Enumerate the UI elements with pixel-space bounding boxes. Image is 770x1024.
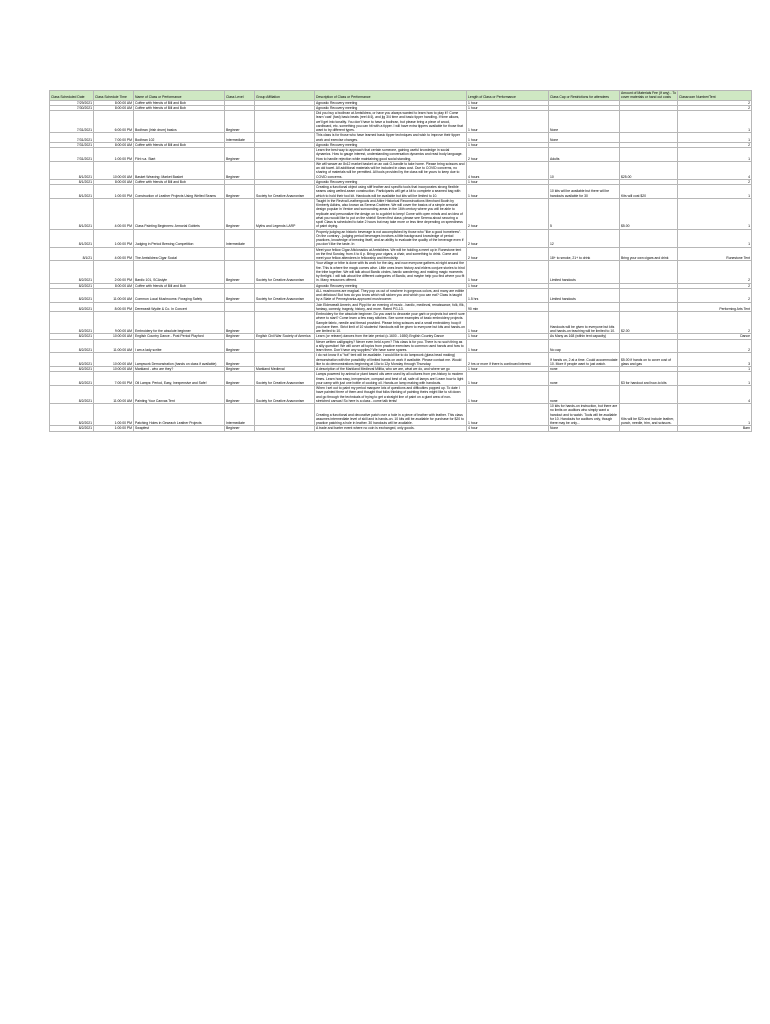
cell-level: Beginner [225, 334, 255, 339]
table-row [50, 426, 752, 431]
cell-description: Lamps powered by animal or plant based oils were used by all cultures from pre-history to modern times. Learn how easy, inexpensive, compact and best of all, safe oil lamps are! Learn how to light your camp with just one bottle of cooking oil. Hands-on lamp making with handouts. [315, 372, 467, 386]
cell-level: Beginner [225, 372, 255, 386]
table-row [50, 229, 752, 247]
cell-fee [620, 229, 678, 247]
cell-length: 1 hour [467, 339, 549, 353]
cell-group: English Civil War Society of America [255, 334, 315, 339]
cell-time: 8:00:00 AM [94, 105, 134, 110]
cell-name: Bodhran (Irish drum) basics [134, 111, 225, 133]
header-length: Length of Class or Performance [467, 91, 549, 101]
cell-name: English Country Dance - Post Period Playford [134, 334, 225, 339]
cell-length: 1 hour [467, 367, 549, 372]
cell-time: 4:00:00 PM [94, 247, 134, 261]
cell-group: Society for Creative Anacronism [255, 261, 315, 283]
cell-fee: $5.00 if hands on to cover cost of glass and gas [620, 353, 678, 367]
cell-length: 1 hour [467, 185, 549, 199]
cell-time: 8:00:00 AM [94, 283, 134, 288]
cell-length: 1.5 hrs [467, 288, 549, 302]
cell-date: 8/1/2021 [50, 185, 94, 199]
cell-date: 8/2/2021 [50, 334, 94, 339]
cell-time: 11:00:00 AM [94, 386, 134, 404]
cell-length: 2 hour [467, 198, 549, 229]
table-row [50, 339, 752, 353]
cell-description: Join Elderwealt Amrein, and Pippi for an evening of music - bardic, medieval, renaissance, folk, filk, fantasy, comedy, tragedy, history, and more. Rated PG-13. [316, 302, 465, 311]
cell-time: 4:00:00 PM [94, 198, 134, 229]
cell-name: Common Local Mushrooms: Foraging Safely [134, 288, 225, 302]
cell-description: Never written calligraphy? Never even held a pen? This class is for you. There is no such thing as a silly question! We will cover all topics from practice exercises to common used hands and how to learn them. Don't have any supplies? We have some spares. [315, 339, 467, 353]
cell-description: Creating a functional object using stiff leather and specific tools that incorporates strong flexible seams using welted-seam construction. Participants will get a kit to complete a seamed bag with which to hold their tool kit. Handouts will be available but kits will be limited to 10. [315, 185, 467, 199]
cell-name: Bardic 101, SCAstyle [134, 261, 225, 283]
cell-room: 2 [678, 261, 752, 283]
cell-level [225, 302, 255, 312]
cell-level: Beginner [225, 386, 255, 404]
cell-fee: Kits will be $20 and include leather, punch, needle, trim, and scissors. [620, 404, 678, 426]
cell-length: 1 hour [467, 404, 549, 426]
cell-cap: None [549, 426, 620, 431]
cell-group: Society for Creative Anacronism [255, 288, 315, 302]
cell-length: 4 hours [467, 161, 549, 179]
cell-time: 1:00:00 PM [94, 148, 134, 162]
cell-group [255, 302, 315, 312]
cell-fee: $5.00 [620, 198, 678, 229]
cell-length: 1 hour [467, 111, 549, 133]
cell-fee [620, 426, 678, 431]
cell-time: 10:00:00 AM [94, 334, 134, 339]
cell-room: 1 [678, 133, 752, 143]
cell-name: Class Painting Beginners: Armorial Goblets [134, 198, 225, 229]
cell-description: Creating a functional and decorative patch over a hole in a piece of leather with leather. This class assumes intermediate level of skill and is hands-on. 10 kits will be available for purchase for $20 to practice patching a hole in leather. 30 handouts will be available. [315, 404, 467, 426]
cell-time: 2:00:00 PM [94, 261, 134, 283]
cell-room: 2 [678, 142, 752, 147]
cell-fee: $25.00 [620, 161, 678, 179]
cell-length: 2 hour [467, 247, 549, 261]
cell-time: 8:00:00 AM [94, 142, 134, 147]
cell-cap: None [549, 133, 620, 143]
cell-date: 8/2/2021 [50, 386, 94, 404]
table-row [50, 247, 752, 261]
table-row [50, 111, 752, 133]
table-row [50, 185, 752, 199]
cell-name: The Amtsildrea Cigar Social [134, 247, 225, 261]
header-group: Group Affiliation [255, 91, 315, 101]
cell-room: 2 [678, 339, 752, 353]
cell-cap [549, 302, 620, 312]
cell-name: I am a lady scribe [134, 339, 225, 353]
table-row [50, 261, 752, 283]
cell-name: Coffee with friends of Bill and Bob [134, 283, 225, 288]
cell-length: 4 hour [467, 426, 549, 431]
cell-level: Beginner [225, 261, 255, 283]
header-description: Description of Class or Performance [315, 91, 467, 101]
cell-length: 1 hour [467, 261, 549, 283]
cell-time: 1:00:00 PM [94, 185, 134, 199]
cell-description: We will weave an 8x12 market basket on an oak G-handle to take home. Please bring scissors and an old towel. All additional materials will be included in class cost. Due to COVID concerns, no sharing of materials will be permitted. All tools provided by the class will be yours to keep due to COVID concerns. [315, 161, 467, 179]
cell-cap: Adults [549, 148, 620, 162]
cell-time: 8:00:00 AM [94, 100, 134, 105]
cell-date: 8/2/2021 [50, 302, 94, 312]
cell-group: Society for Creative Anacronism [255, 386, 315, 404]
header-room: Classroom Number/Tent [678, 91, 752, 101]
cell-fee: Bring your own cigars and drink [620, 247, 678, 261]
cell-description: When I set out to paint my period marquee lots of questions and difficulties popped up. To date I have painted three of them and thought that folks thinking of painting theirs might like to sit down and go through the technicals of trying to get a straight line of paint on a giant area of non-stretched canvas! So here is a class - come talk tents! [315, 386, 467, 404]
cell-level: Beginner [225, 426, 255, 431]
cell-cap: None [549, 111, 620, 133]
cell-group: Myths and Legends LARP [255, 198, 315, 229]
table-row [50, 372, 752, 386]
header-cap: Class Cap or Restrictions for attendees [549, 91, 620, 101]
cell-room: 4 [678, 161, 752, 179]
cell-date: 8/2/2021 [50, 312, 94, 334]
table-row [50, 161, 752, 179]
cell-level: Beginner [225, 148, 255, 162]
cell-fee [620, 339, 678, 353]
cell-description: Agnostic Recovery meeting [315, 142, 467, 147]
cell-cap: 18+ to smoke, 21+ to drink [549, 247, 620, 261]
cell-length: 2 hrs or more if there is continued interest [467, 353, 549, 367]
schedule-table [49, 90, 752, 432]
cell-fee [620, 111, 678, 133]
cell-cap: Limited handouts [549, 288, 620, 302]
cell-date: 7/31/2021 [50, 148, 94, 162]
cell-group [255, 133, 315, 143]
cell-time: 9:00:00 AM [94, 312, 134, 334]
cell-date: 7/31/2021 [50, 111, 94, 133]
cell-room: 3 [678, 353, 752, 367]
cell-cap: 5 [549, 198, 620, 229]
cell-room: 1 [678, 372, 752, 386]
cell-length: 1 hour [467, 334, 549, 339]
cell-room: 1 [678, 148, 752, 162]
cell-time: 1:00:00 PM [94, 404, 134, 426]
cell-room: 2 [678, 288, 752, 302]
cell-time: 11:00:00 AM [94, 339, 134, 353]
cell-group [255, 161, 315, 179]
cell-level: Intermediate [225, 404, 255, 426]
cell-description: A description of the Markland Medieval Militia, who we are, what we do, and where we go [315, 367, 467, 372]
cell-description: Learn the best way to approach that certain someone, gaining useful knowledge in social dynamics. How to gauge interest, understanding conversation dynamics and read body language. How to handle rejection while maintaining good social standing. [315, 148, 467, 162]
cell-date: 8/2/2021 [50, 426, 94, 431]
cell-fee [620, 261, 678, 283]
cell-length: 1 hour [467, 283, 549, 288]
cell-level: Beginner [225, 339, 255, 353]
cell-time: 8:00:00 PM [94, 302, 134, 312]
table-row [50, 133, 752, 143]
cell-cap: 10 kits will be available but there will be handouts available for 30 [549, 185, 620, 199]
cell-group: Markland Medieval [255, 367, 315, 372]
cell-level: Beginner [225, 111, 255, 133]
table-body [50, 100, 752, 431]
cell-date: 8/2/2021 [50, 283, 94, 288]
cell-time: 10:00:00 AM [94, 353, 134, 367]
cell-fee [620, 133, 678, 143]
cell-date: 8/1/2021 [50, 179, 94, 184]
cell-name: Flirt n.a. Start [134, 148, 225, 162]
cell-description: Meet your fellow Cigar Aficionados at Amtsildrea. We will be holding a meet up in Runestone tent on the first Sunday, from 4 to 6 p. Bring your cigars, a chair, and something to drink. Come and meet your fellow attendees in fellowship and friendship [315, 247, 467, 261]
cell-description: Agnostic Recovery meeting [315, 179, 467, 184]
cell-group [255, 229, 315, 247]
cell-level: Intermediate [225, 229, 255, 247]
cell-group: Society for Creative Anacronism [255, 185, 315, 199]
cell-description: Embroidery for the absolute beginner. Do you want to decorate your garb or projects but aren't sure where to start? Come learn a few easy stitches. See some examples of basic embroidery projects. Sample fabric, needle and thread provided. Please bring scissors and a small embroidery hoop if you have them. Strict limit of 10 students! Handouts will be given to everyone but kits and hands-on are limited to 10. [316, 312, 465, 333]
cell-time: 7:00:00 PM [94, 133, 134, 143]
cell-room: 1 [678, 185, 752, 199]
cell-date: 8/1/2021 [50, 161, 94, 179]
cell-date: 8/2/2021 [50, 339, 94, 353]
cell-cap: No cap [549, 339, 620, 353]
cell-room: 1 [678, 404, 752, 426]
cell-description: Taught in the Revival Leathergoods and Attire Historical Reconstructions Merchant Booth by Kimberly Adkins, also known as Serena Crabtree. We will cover the basics of a simple armorial design popular in Venice and surrounding areas in the 16th century where you will be able to replicate and personalize the design on to a goblet to keep! Come with open minds and an idea of what you would like to put on the shield! Seven first class; please see Serena about securing a spot! Class is scheduled to take 2 hours but may take more or less time depending on speediness of paint drying. [315, 198, 467, 229]
cell-date: 8/2/2021 [50, 404, 94, 426]
cell-name: Coffee with friends of Bill and Bob [134, 100, 225, 105]
cell-name: Oil Lamps: Period, Easy, Inexpensive and Safe! [134, 372, 225, 386]
cell-length: 1 hour [467, 386, 549, 404]
cell-room: Performing Arts Tent [678, 302, 752, 312]
cell-fee: $3 for handout and how-to kits [620, 372, 678, 386]
cell-description: Agnostic Recovery meeting [315, 283, 467, 288]
cell-date: 7/30/2021 [50, 105, 94, 110]
table-row [50, 198, 752, 229]
cell-level: Beginner [225, 367, 255, 372]
cell-date: 8/2/2021 [50, 261, 94, 283]
header-date: Class Scheduled Date [50, 91, 94, 101]
cell-fee [620, 288, 678, 302]
table-row [50, 312, 752, 334]
cell-name: Lampwork Demonstration (hands on class if available) [134, 353, 225, 367]
cell-cap: none [549, 367, 620, 372]
cell-date: 8/2/2021 [50, 372, 94, 386]
cell-group: Society for Creative Anacronism [255, 372, 315, 386]
cell-length: 1 hour [467, 179, 549, 184]
cell-date: 7/29/2021 [50, 100, 94, 105]
cell-cap: Limited handouts [549, 261, 620, 283]
cell-room: 2 [678, 312, 752, 334]
cell-date: 8/2/2021 [50, 288, 94, 302]
cell-room: 4 [678, 386, 752, 404]
cell-room: Barn [678, 426, 752, 431]
cell-description: Your village or tribe is done with its work for the day, and now everyone gathers at night around the fire. This is where the magic comes alive. Little ones learn history and elders conjure stories to bind the tribe together. We will talk about Bardic circles, bardic wandering, and making magic moments by firelight. I will talk about the different categories of Bardic, and maybe help you find where you fit in. Many resources offered. [316, 261, 465, 283]
table-row [50, 302, 752, 312]
cell-date: 8/2/2021 [50, 353, 94, 367]
cell-name: Construction of Leather Projects Using Welted Seams [134, 185, 225, 199]
cell-description: I do not know if a "hot" tent will be available. I would like to do lampwork (glass bead making) demonstration with the possibility of limited hands on work if available. Please contact me. Would like to do demonstrations beginning at 10a to 12p Monday through Thursday. [315, 353, 467, 367]
cell-time: 1:00:00 PM [94, 426, 134, 431]
cell-name: Bodhran 102 [134, 133, 225, 143]
cell-name: Swapfest [134, 426, 225, 431]
cell-length: 1 hour [467, 100, 549, 105]
cell-length: 1 hour [467, 372, 549, 386]
cell-length: 1 hour [467, 105, 549, 110]
cell-cap: As Many as 168 (within tent capacity) [549, 334, 620, 339]
cell-length: 1 hour [467, 312, 549, 334]
cell-date: 8/1/2021 [50, 229, 94, 247]
cell-group [255, 426, 315, 431]
cell-name: Basket Weaving: Market Basket [134, 161, 225, 179]
cell-name: Judging in Period Brewing Competition [134, 229, 225, 247]
cell-name: Coffee with friends of Bill and Bob [134, 142, 225, 147]
cell-cap: none [549, 386, 620, 404]
cell-room: 1 [678, 111, 752, 133]
cell-room: 2 [678, 283, 752, 288]
cell-room: 2 [678, 105, 752, 110]
cell-description: A trade and barter event where no coin is exchanged, only goods. [315, 426, 467, 431]
header-time: Class Schedule Time [94, 91, 134, 101]
cell-group [255, 111, 315, 133]
cell-length: 1 hour [467, 133, 549, 143]
cell-level: Beginner [225, 198, 255, 229]
table-row [50, 404, 752, 426]
cell-fee: Kits will cost $20 [620, 185, 678, 199]
cell-time: 1:00:00 PM [94, 229, 134, 247]
cell-name: Patching Holes in Gewrach Leather Projects [134, 404, 225, 426]
cell-room: 1 [678, 198, 752, 229]
cell-cap: Handouts will be given to everyone but kits and hands-on teaching will be limited to 10. [549, 312, 620, 334]
cell-time: 10:00:00 AM [94, 161, 134, 179]
cell-fee [620, 148, 678, 162]
cell-description: This class is for those who have learned basic tipper techniques and wish to improve their tipper work and exercise changes. [315, 133, 467, 143]
cell-fee: $2.00 [620, 312, 678, 334]
cell-group [255, 247, 315, 261]
cell-time: 6:00:00 PM [94, 111, 134, 133]
header-fee: Amount of Materials Fee (If any) - To cover materials or hand out costs [621, 91, 676, 100]
cell-fee [620, 302, 678, 312]
cell-time: 8:00:00 AM [94, 179, 134, 184]
cell-fee [620, 386, 678, 404]
cell-room: 1 [678, 229, 752, 247]
cell-level: Beginner [225, 161, 255, 179]
cell-date: 8/1/21 [50, 247, 94, 261]
cell-cap: 10 kits for hands-on instruction, but there are no limits on auditors who simply want a handout and to watch. Tools will be available for 10. Handouts for auditors only, though there may be only... [549, 404, 620, 426]
cell-name: Markland - who are they? [134, 367, 225, 372]
cell-time: 7:00:00 PM [94, 372, 134, 386]
cell-cap: none [549, 372, 620, 386]
table-row [50, 288, 752, 302]
cell-name: Derewealt Wydte & Co. In Concert [134, 302, 225, 312]
cell-length: 90 min [467, 302, 549, 312]
cell-description: ALL mushrooms are magical. They pop us out of nowhere in gorgeous colors, and many are edible and delicious! But how do you know which will sicken you and which you can eat? Class is taught by a State of Pennsylvania-approved mushroomer. [315, 288, 467, 302]
cell-level: Beginner [225, 288, 255, 302]
cell-group [255, 339, 315, 353]
table-row [50, 148, 752, 162]
cell-group [255, 353, 315, 367]
cell-length: 2 hour [467, 148, 549, 162]
cell-room: Runestone Tent [678, 247, 752, 261]
cell-room: 2 [678, 179, 752, 184]
cell-date: 8/1/2021 [50, 198, 94, 229]
cell-name: Coffee with friends of Bill and Bob [134, 105, 225, 110]
cell-date: 7/31/2021 [50, 142, 94, 147]
cell-group [255, 404, 315, 426]
header-level: Class Level [225, 91, 255, 101]
cell-level: Beginner [225, 312, 255, 334]
cell-cap: 10 [549, 161, 620, 179]
cell-length: 2 hour [467, 229, 549, 247]
cell-level: Beginner [225, 353, 255, 367]
cell-room: 1 [678, 367, 752, 372]
cell-name: Painting Your Canvas Tent [134, 386, 225, 404]
cell-cap: 12 [549, 229, 620, 247]
table-row [50, 353, 752, 367]
cell-level [225, 247, 255, 261]
cell-room: 2 [678, 100, 752, 105]
cell-name: Coffee with friends of Bill and Bob [134, 179, 225, 184]
header-row [50, 91, 752, 101]
cell-date: 7/31/2021 [50, 133, 94, 143]
cell-room: Dance [678, 334, 752, 339]
cell-date: 8/2/2021 [50, 367, 94, 372]
cell-description: Agnostic Recovery meeting [315, 100, 467, 105]
cell-description: Properly judging an historic beverage is not accomplished by those who "like a good homebrew". On the contrary - judging period beverages involves a little background knowledge of period practices, knowledge of brewing itself, and an ability to evaluate the quality of the beverage even if you don't like the taste. In [315, 229, 467, 247]
cell-description: Did you buy a bodhran at Amtsildrea, or have you always wanted to learn how to play it? Come learn 'cast' (fast) basic beats (reel 4/4), and jig 3/4 time and basic tipper handling. If time allows, we'll get into tonality. You don't have to have a bodhran, but please bring a piece of wood, cardboard, etc. something you can hit with a tipper. I will have extra tippers available for those that want to try different types. [315, 111, 467, 133]
header-name: Name of Class or Performance [134, 91, 225, 101]
cell-description: Learn (or relearn) dances from the late period (c.1600 - 1650) English Country Dance [315, 334, 467, 339]
cell-name: Embroidery for the absolute beginner [134, 312, 225, 334]
cell-time: 11:00:00 AM [94, 288, 134, 302]
cell-cap: If hands on, 2 at a time. Could accommodate 10. More if people want to just watch. [549, 353, 620, 367]
table-row [50, 386, 752, 404]
cell-description: Agnostic Recovery meeting [315, 105, 467, 110]
cell-group [255, 148, 315, 162]
cell-time: 10:00:00 AM [94, 367, 134, 372]
cell-level: Intermediate [225, 133, 255, 143]
cell-length: 1 hour [467, 142, 549, 147]
cell-group [255, 312, 315, 334]
cell-level: Beginner [225, 185, 255, 199]
